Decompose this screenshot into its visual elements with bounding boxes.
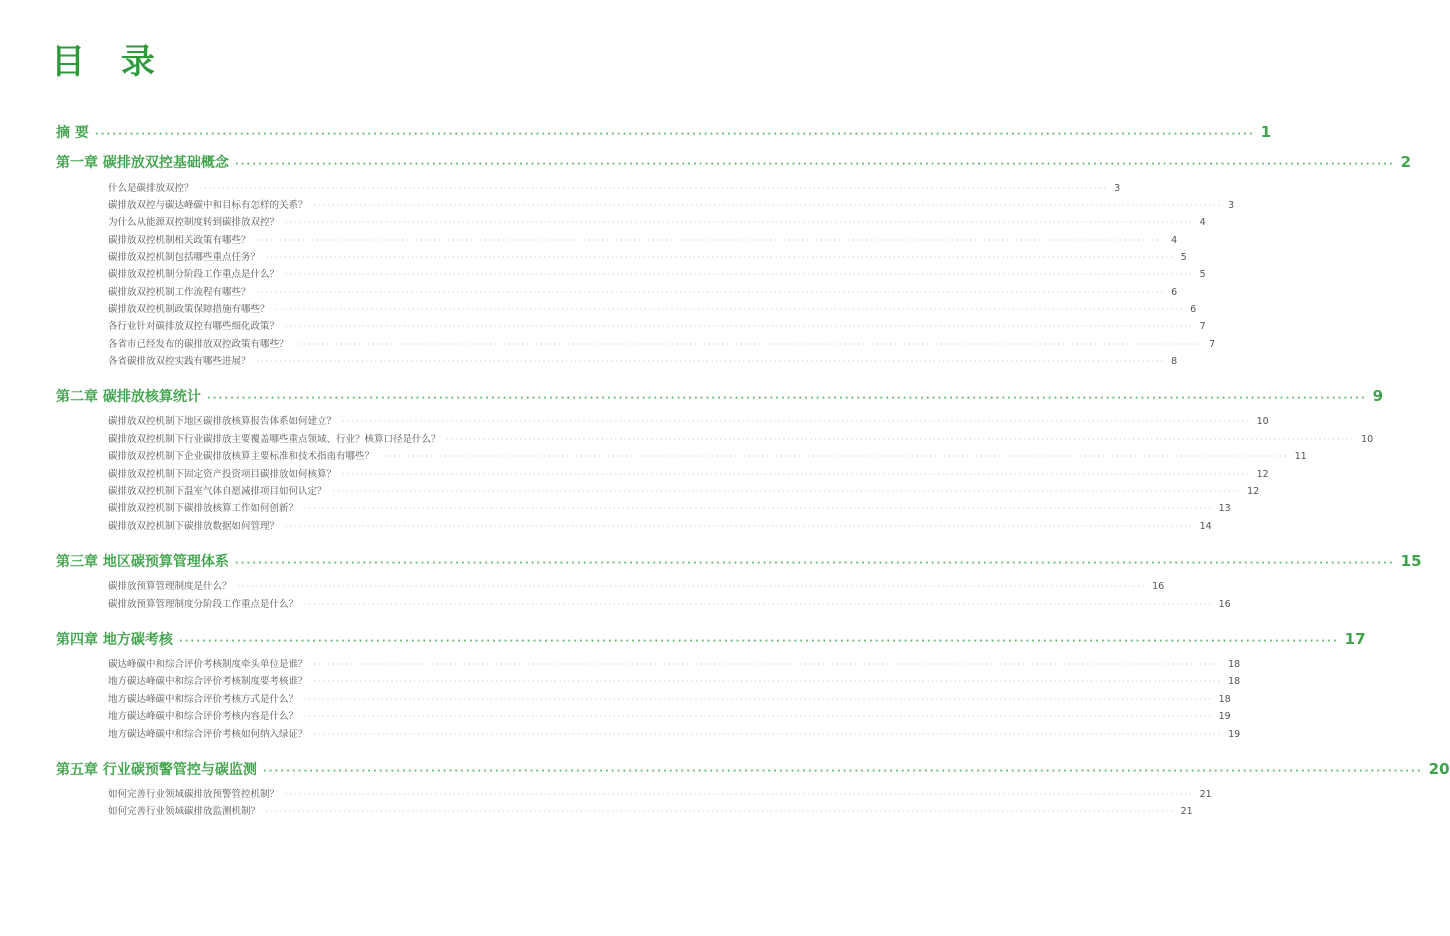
toc-item[interactable] — [108, 500, 1231, 514]
toc-page-number: 18 — [1228, 659, 1241, 670]
toc-page-number: 1 — [1260, 123, 1272, 141]
toc-entry-title: 碳达峰碳中和综合评价考核制度牵头单位是谁？ — [108, 659, 308, 670]
toc-entry-title: 碳排放双控机制下固定资产投资项目碳排放如何核算？ — [108, 469, 337, 480]
toc-page-number: 16 — [1152, 581, 1165, 592]
dot-leader: ········································································································································································································ — [342, 470, 1251, 479]
toc-item[interactable] — [108, 232, 1178, 246]
toc-entry-title: 碳排放预算管理制度分阶段工作重点是什么？ — [108, 599, 299, 610]
toc-page-number: 9 — [1372, 387, 1384, 405]
toc-page-number: 4 — [1199, 217, 1206, 228]
dot-leader: ········································································································································································································ — [199, 184, 1109, 193]
toc-item[interactable] — [108, 448, 1307, 462]
toc-entry-title: 地方碳达峰碳中和综合评价考核内容是什么？ — [108, 711, 299, 722]
toc-entry-title: 碳排放预算管理制度是什么？ — [108, 581, 232, 592]
toc-chapter[interactable] — [56, 122, 1272, 142]
toc-page-number: 3 — [1114, 183, 1121, 194]
toc-item[interactable] — [108, 353, 1178, 367]
toc-page-number: 10 — [1256, 416, 1269, 427]
toc-entry-title: 地方碳达峰碳中和综合评价考核方式是什么？ — [108, 694, 299, 705]
toc-entry-title: 碳排放双控机制下地区碳排放核算报告体系如何建立？ — [108, 416, 337, 427]
dot-leader: ········································································································································································································ — [285, 270, 1194, 279]
dot-leader: ········································································································································································································ — [266, 253, 1175, 262]
toc-entry-title: 碳排放双控机制下碳排放核算工作如何创新？ — [108, 503, 299, 514]
toc-entry-title: 什么是碳排放双控？ — [108, 183, 194, 194]
toc-item[interactable] — [108, 431, 1374, 445]
toc-page-number: 5 — [1180, 252, 1187, 263]
toc-page-number: 21 — [1199, 789, 1212, 800]
dot-leader: ········································································································································································································ — [256, 357, 1166, 366]
toc-entry-title: 碳排放双控机制分阶段工作重点是什么？ — [108, 269, 280, 280]
toc-entry-title: 第一章 碳排放双控基础概念 — [56, 155, 229, 171]
dot-leader: ········································································································································································································ — [342, 417, 1251, 426]
toc-item[interactable] — [108, 301, 1197, 315]
toc-entry-title: 碳排放双控与碳达峰碳中和目标有怎样的关系？ — [108, 200, 308, 211]
toc-page-number: 6 — [1190, 304, 1197, 315]
toc-page-number: 12 — [1247, 486, 1260, 497]
toc-entry-title: 第二章 碳排放核算统计 — [56, 389, 201, 405]
toc-item[interactable] — [108, 786, 1212, 800]
dot-leader: ········································································································································································································ — [237, 582, 1147, 591]
dot-leader: ········································································································································································································ — [304, 600, 1213, 609]
toc-entry-title: 地方碳达峰碳中和综合评价考核如何纳入绿证？ — [108, 729, 308, 740]
toc-item[interactable] — [108, 518, 1212, 532]
page-title: 目 录 — [51, 42, 167, 82]
toc-page-number: 21 — [1180, 806, 1193, 817]
dot-leader: ········································································································································································································ — [285, 322, 1194, 331]
toc-item[interactable] — [108, 466, 1269, 480]
dot-leader: ········································································································································································································ — [285, 218, 1194, 227]
toc-chapter[interactable] — [56, 759, 1450, 779]
toc-item[interactable] — [108, 284, 1178, 298]
dot-leader: ········································································································································································································ — [256, 288, 1166, 297]
dot-leader: ········································································································································································································ — [206, 393, 1367, 404]
toc-entry-title: 第三章 地区碳预算管理体系 — [56, 554, 229, 570]
toc-chapter[interactable] — [56, 386, 1384, 406]
toc-page-number: 4 — [1171, 235, 1178, 246]
toc-item[interactable] — [108, 197, 1235, 211]
toc-page-number: 20 — [1428, 760, 1450, 778]
toc-chapter[interactable] — [56, 152, 1412, 172]
toc-page-number: 14 — [1199, 521, 1212, 532]
toc-page-number: 16 — [1218, 599, 1231, 610]
toc-entry-title: 如何完善行业领域碳排放预警管控机制？ — [108, 789, 280, 800]
dot-leader: ········································································································································································································ — [178, 636, 1339, 647]
toc-entry-title: 碳排放双控机制下温室气体自愿减排项目如何认定？ — [108, 486, 327, 497]
toc-page-number: 6 — [1171, 287, 1178, 298]
dot-leader: ········································································································································································································ — [94, 129, 1255, 140]
toc-entry-title: 碳排放双控机制下企业碳排放核算主要标准和技术指南有哪些？ — [108, 451, 375, 462]
dot-leader: ········································································································································································································ — [380, 452, 1289, 461]
toc-page-number: 12 — [1256, 469, 1269, 480]
toc-entry-title: 碳排放双控机制工作流程有哪些？ — [108, 287, 251, 298]
toc-entry-title: 各省碳排放双控实践有哪些进展？ — [108, 356, 251, 367]
dot-leader: ········································································································································································································ — [285, 790, 1194, 799]
toc-chapter[interactable] — [56, 551, 1422, 571]
toc-item[interactable] — [108, 691, 1231, 705]
toc-page-number: 3 — [1228, 200, 1235, 211]
toc-item[interactable] — [108, 708, 1231, 722]
toc-entry-title: 第五章 行业碳预警管控与碳监测 — [56, 762, 257, 778]
toc-entry-title: 碳排放双控机制下行业碳排放主要覆盖哪些重点领域、行业？核算口径是什么？ — [108, 434, 441, 445]
toc-entry-title: 碳排放双控机制下碳排放数据如何管理？ — [108, 521, 280, 532]
toc-page-number: 17 — [1344, 630, 1366, 648]
dot-leader: ········································································································································································································ — [256, 236, 1166, 245]
toc-entry-title: 为什么从能源双控制度转到碳排放双控？ — [108, 217, 280, 228]
toc-item[interactable] — [108, 673, 1241, 687]
toc-page-number: 7 — [1209, 339, 1216, 350]
dot-leader: ········································································································································································································ — [234, 558, 1395, 569]
dot-leader: ········································································································································································································ — [304, 695, 1213, 704]
toc-page-number: 8 — [1171, 356, 1178, 367]
toc-page-number: 7 — [1199, 321, 1206, 332]
dot-leader: ········································································································································································································ — [294, 340, 1204, 349]
toc-entry-title: 碳排放双控机制相关政策有哪些？ — [108, 235, 251, 246]
dot-leader: ········································································································································································································ — [234, 159, 1395, 170]
toc-entry-title: 各行业针对碳排放双控有哪些细化政策？ — [108, 321, 280, 332]
toc-entry-title: 各省市已经发布的碳排放双控政策有哪些？ — [108, 339, 289, 350]
dot-leader: ········································································································································································································ — [275, 305, 1185, 314]
dot-leader: ········································································································································································································ — [332, 487, 1242, 496]
toc-page-number: 2 — [1400, 153, 1412, 171]
dot-leader: ········································································································································································································ — [262, 766, 1423, 777]
dot-leader: ········································································································································································································ — [313, 660, 1223, 669]
toc-page-number: 19 — [1218, 711, 1231, 722]
toc-page-number: 19 — [1228, 729, 1241, 740]
toc-item[interactable] — [108, 249, 1187, 263]
toc-page-number: 11 — [1294, 451, 1307, 462]
toc-item[interactable] — [108, 180, 1121, 194]
toc-page-number: 10 — [1361, 434, 1374, 445]
toc-page-number: 18 — [1228, 676, 1241, 687]
toc-item[interactable] — [108, 578, 1165, 592]
toc-entry-title: 碳排放双控机制政策保障措施有哪些？ — [108, 304, 270, 315]
toc-item[interactable] — [108, 214, 1206, 228]
toc-item[interactable] — [108, 318, 1206, 332]
dot-leader: ········································································································································································································ — [446, 435, 1356, 444]
dot-leader: ········································································································································································································ — [313, 730, 1223, 739]
dot-leader: ········································································································································································································ — [313, 677, 1223, 686]
toc-item[interactable] — [108, 596, 1231, 610]
toc-item[interactable] — [108, 336, 1216, 350]
dot-leader: ········································································································································································································ — [304, 712, 1213, 721]
toc-chapter[interactable] — [56, 629, 1366, 649]
toc-entry-title: 摘 要 — [56, 125, 89, 141]
dot-leader: ········································································································································································································ — [304, 504, 1213, 513]
dot-leader: ········································································································································································································ — [285, 522, 1194, 531]
toc-page-number: 18 — [1218, 694, 1231, 705]
toc-page-number: 13 — [1218, 503, 1231, 514]
toc-entry-title: 如何完善行业领域碳排放监测机制？ — [108, 806, 261, 817]
toc-page-number: 15 — [1400, 552, 1422, 570]
toc-item[interactable] — [108, 803, 1193, 817]
toc-item[interactable] — [108, 266, 1206, 280]
toc-entry-title: 碳排放双控机制包括哪些重点任务？ — [108, 252, 261, 263]
dot-leader: ········································································································································································································ — [266, 807, 1175, 816]
toc-entry-title: 地方碳达峰碳中和综合评价考核制度要考核谁？ — [108, 676, 308, 687]
toc-page-number: 5 — [1199, 269, 1206, 280]
toc-entry-title: 第四章 地方碳考核 — [56, 632, 173, 648]
toc-item[interactable] — [108, 483, 1260, 497]
dot-leader: ········································································································································································································ — [313, 201, 1223, 210]
toc-item[interactable] — [108, 413, 1269, 427]
toc-item[interactable] — [108, 656, 1241, 670]
toc-item[interactable] — [108, 726, 1241, 740]
